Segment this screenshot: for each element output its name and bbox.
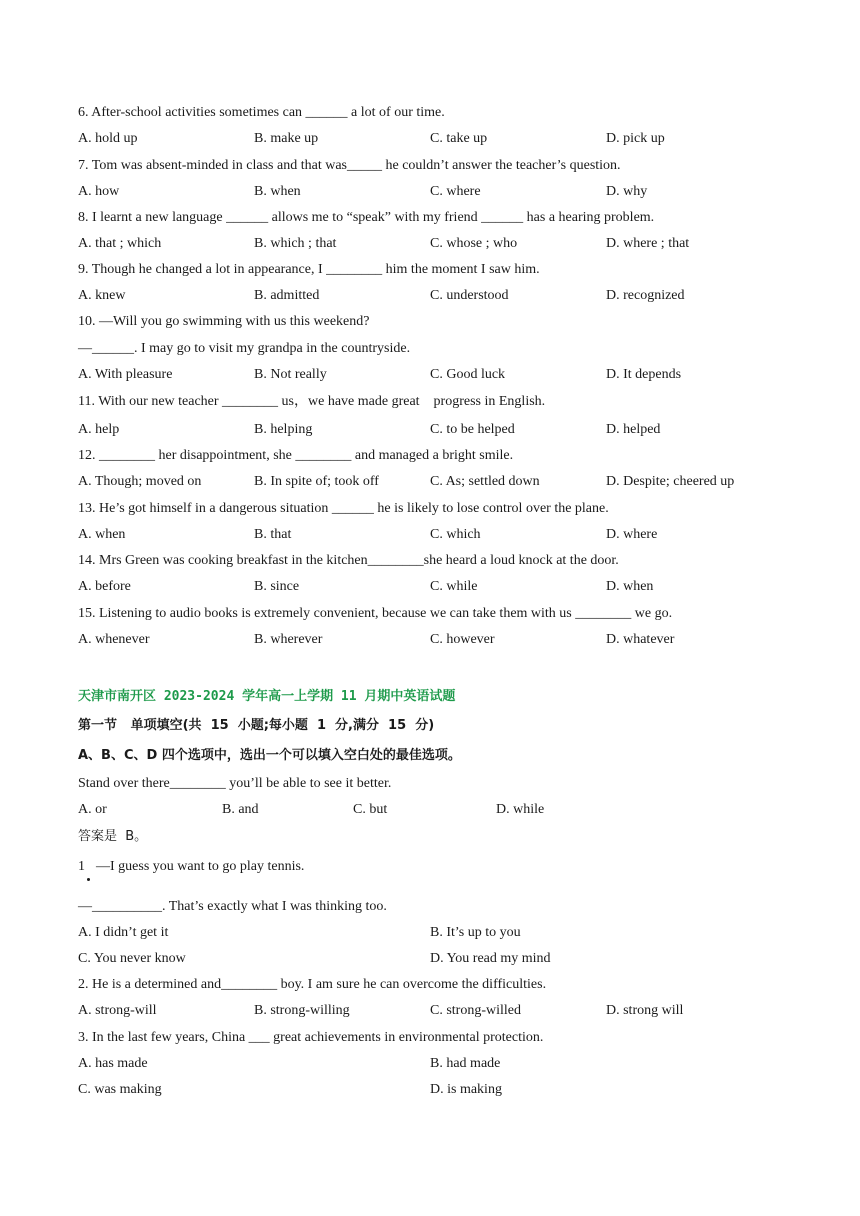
question-15-option-a: A. whenever — [78, 632, 150, 647]
question-11-option-c: C. to be helped — [430, 422, 515, 437]
s2-option-a: A. strong-will — [78, 1003, 157, 1018]
question-9-option-b: B. admitted — [254, 288, 320, 303]
section-part-heading: 第一节 单项填空(共 15 小题;每小题 1 分,满分 15 分) — [78, 718, 435, 733]
s1-option-d: D. You read my mind — [430, 951, 551, 966]
s1-option-c: C. You never know — [78, 951, 186, 966]
question-9-stem: 9. Though he changed a lot in appearance, I ________ him the moment I saw him. — [78, 262, 540, 277]
question-9-option-d: D. recognized — [606, 288, 685, 303]
question-14-stem: 14. Mrs Green was cooking breakfast in the kitchen________she heard a loud knock at the door. — [78, 553, 619, 568]
question-10-reply: —______. I may go to visit my grandpa in the countryside. — [78, 341, 411, 356]
question-13-option-a: A. when — [78, 527, 126, 542]
question-7-option-d: D. why — [606, 184, 648, 199]
example-answer: 答案是 B。 — [78, 829, 148, 844]
question-12-stem: 12. ________ her disappointment, she ________ and managed a bright smile. — [78, 448, 514, 463]
question-13-stem: 13. He’s got himself in a dangerous situation ______ he is likely to lose control over the plane. — [78, 501, 609, 516]
question-15-option-c: C. however — [430, 632, 495, 647]
question-12-option-d: D. Despite; cheered up — [606, 474, 735, 489]
list-bullet-dot — [87, 878, 90, 881]
question-7-option-c: C. where — [430, 184, 481, 199]
example-option-b: B. and — [222, 802, 259, 817]
question-10-option-b: B. Not really — [254, 367, 327, 382]
question-12-option-c: C. As; settled down — [430, 474, 540, 489]
s2-stem: 2. He is a determined and________ boy. I am sure he can overcome the difficulties. — [78, 977, 547, 992]
question-6-option-c: C. take up — [430, 131, 488, 146]
section-instruction: A、B、C、D 四个选项中，选出一个可以填入空白处的最佳选项。 — [78, 748, 461, 763]
s2-option-b: B. strong-willing — [254, 1003, 350, 1018]
s1-option-a: A. I didn’t get it — [78, 925, 169, 940]
question-8-option-c: C. whose ; who — [430, 236, 518, 251]
question-13-option-b: B. that — [254, 527, 292, 542]
question-9-option-a: A. knew — [78, 288, 126, 303]
example-stem: Stand over there________ you’ll be able to see it better. — [78, 776, 392, 791]
example-option-a: A. or — [78, 802, 107, 817]
question-8-stem: 8. I learnt a new language ______ allows me to “speak” with my friend ______ has a hearing problem. — [78, 210, 655, 225]
question-11-stem: 11. With our new teacher ________ us，we have made great progress in English. — [78, 394, 546, 409]
example-option-d: D. while — [496, 802, 545, 817]
s1-stem: —I guess you want to go play tennis. — [96, 859, 305, 874]
s3-stem: 3. In the last few years, China ___ great achievements in environmental protection. — [78, 1030, 544, 1045]
s2-option-d: D. strong will — [606, 1003, 684, 1018]
question-14-option-d: D. when — [606, 579, 654, 594]
question-11-option-b: B. helping — [254, 422, 313, 437]
question-10-option-c: C. Good luck — [430, 367, 506, 382]
question-15-option-b: B. wherever — [254, 632, 323, 647]
question-14-option-a: A. before — [78, 579, 131, 594]
s1-option-b: B. It’s up to you — [430, 925, 521, 940]
question-6-option-d: D. pick up — [606, 131, 665, 146]
s3-option-a: A. has made — [78, 1056, 148, 1071]
s2-option-c: C. strong-willed — [430, 1003, 521, 1018]
s3-option-d: D. is making — [430, 1082, 502, 1097]
question-14-option-c: C. while — [430, 579, 478, 594]
question-15-stem: 15. Listening to audio books is extremely convenient, because we can take them with us ________ we go. — [78, 606, 673, 621]
question-9-option-c: C. understood — [430, 288, 509, 303]
question-6-option-a: A. hold up — [78, 131, 138, 146]
question-10-option-a: A. With pleasure — [78, 367, 173, 382]
question-15-option-d: D. whatever — [606, 632, 675, 647]
question-13-option-d: D. where — [606, 527, 658, 542]
question-8-option-b: B. which ; that — [254, 236, 337, 251]
example-option-c: C. but — [353, 802, 388, 817]
section-title: 天津市南开区 2023-2024 学年高一上学期 11 月期中英语试题 — [78, 689, 456, 704]
s1-number: 1 — [78, 859, 85, 874]
s3-option-c: C. was making — [78, 1082, 162, 1097]
question-8-option-d: D. where ; that — [606, 236, 690, 251]
question-10-stem: 10. —Will you go swimming with us this weekend? — [78, 314, 370, 329]
question-8-option-a: A. that ; which — [78, 236, 162, 251]
question-7-option-b: B. when — [254, 184, 301, 199]
question-6-stem: 6. After-school activities sometimes can ______ a lot of our time. — [78, 105, 445, 120]
question-12-option-a: A. Though; moved on — [78, 474, 202, 489]
question-7-option-a: A. how — [78, 184, 120, 199]
s1-reply: —__________. That’s exactly what I was thinking too. — [78, 899, 387, 914]
question-12-option-b: B. In spite of; took off — [254, 474, 379, 489]
question-14-option-b: B. since — [254, 579, 300, 594]
question-11-option-a: A. help — [78, 422, 120, 437]
question-10-option-d: D. It depends — [606, 367, 682, 382]
s3-option-b: B. had made — [430, 1056, 501, 1071]
question-11-option-d: D. helped — [606, 422, 661, 437]
question-6-option-b: B. make up — [254, 131, 319, 146]
question-7-stem: 7. Tom was absent-minded in class and that was_____ he couldn’t answer the teacher’s question. — [78, 158, 621, 173]
question-13-option-c: C. which — [430, 527, 481, 542]
